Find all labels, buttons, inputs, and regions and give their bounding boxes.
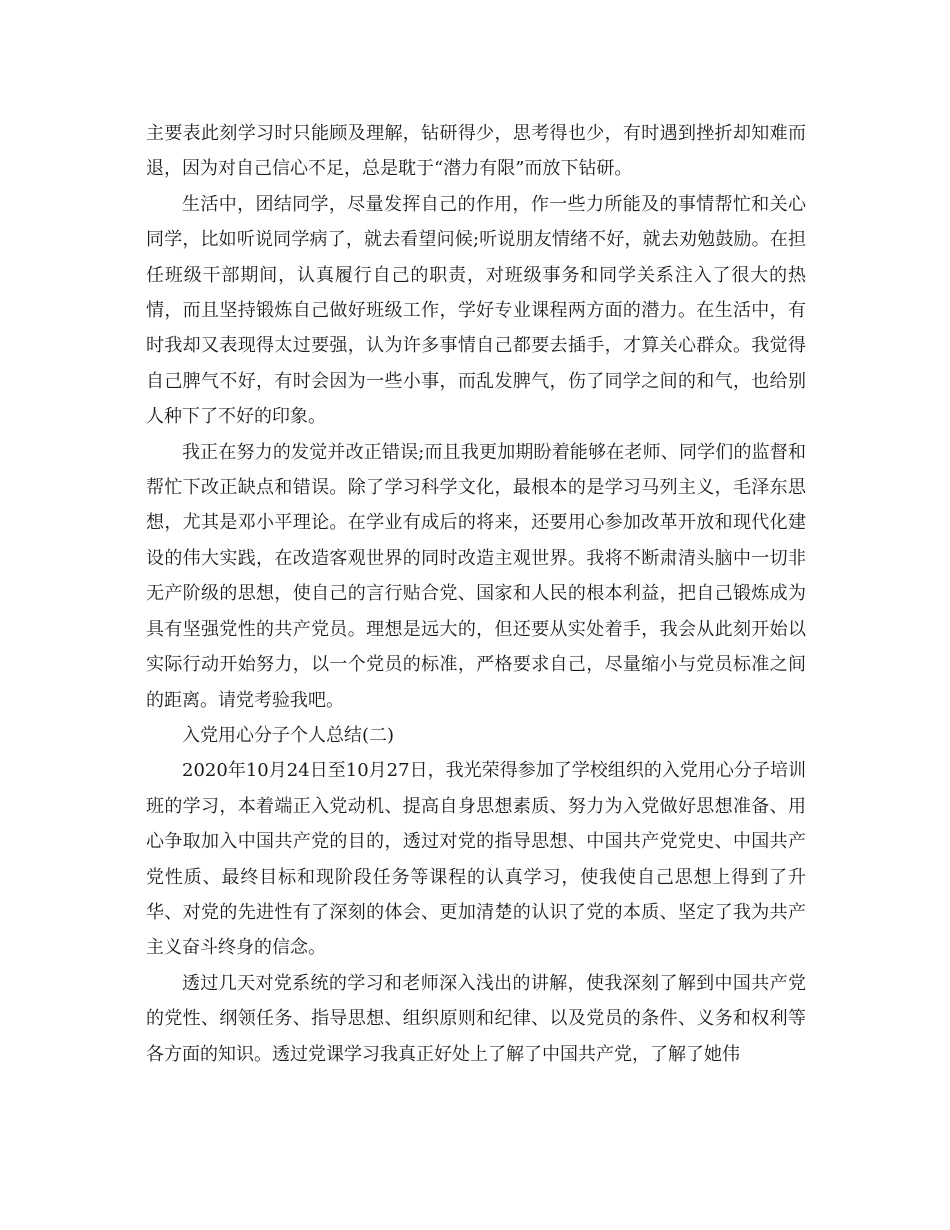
paragraph-life-conduct: 生活中，团结同学，尽量发挥自己的作用，作一些力所能及的事情帮忙和关心同学，比如听说同学病了，就去看望问候;听说朋友情绪不好，就去劝勉鼓励。在担任班级干部期间，认真履行自己的职责，对班级事务和同学关系注入了很大的热情，而且坚持锻炼自己做好班级工作，学好专业课程两方面的潜力。在生活中，有时我却又表现得太过要强，认为许多事情自己都要去插手，才算关心群众。我觉得自己脾气不好，有时会因为一些小事，而乱发脾气，伤了同学之间的和气，也给别人种下了不好的印象。	[146, 193, 806, 428]
section-heading: 入党用心分子个人总结(二)	[182, 724, 395, 746]
paragraph-party-learning: 透过几天对党系统的学习和老师深入浅出的讲解，使我深刻了解到中国共产党的党性、纲领任务、指导思想、组织原则和纪律、以及党员的条件、义务和权利等各方面的知识。透过党课学习我真正好处上了解了中国共产党，了解了她伟	[146, 972, 806, 1065]
paragraph-study-attitude: 主要表此刻学习时只能顾及理解，钻研得少，思考得也少，有时遇到挫折却知难而退，因为对自己信心不足，总是耽于“潜力有限”而放下钻研。	[146, 123, 806, 180]
paragraph-training-summary: 2020年10月24日至10月27日，我光荣得参加了学校组织的入党用心分子培训班的学习，本着端正入党动机、提高自身思想素质、努力为入党做好思想准备、用心争取加入中国共产党的目的，透过对党的指导思想、中国共产党党史、中国共产党性质、最终目标和现阶段任务等课程的认真学习，使我使自己思想上得到了升华、对党的先进性有了深刻的体会、更加清楚的认识了党的本质、坚定了我为共产主义奋斗终身的信念。	[146, 760, 806, 959]
paragraph-self-improvement: 我正在努力的发觉并改正错误;而且我更加期盼着能够在老师、同学们的监督和帮忙下改正缺点和错误。除了学习科学文化，最根本的是学习马列主义，毛泽东思想，尤其是邓小平理论。在学业有成后的将来，还要用心参加改革开放和现代化建设的伟大实践，在改造客观世界的同时改造主观世界。我将不断肃清头脑中一切非无产阶级的思想，使自己的言行贴合党、国家和人民的根本利益，把自己锻炼成为具有坚强党性的共产党员。理想是远大的，但还要从实处着手，我会从此刻开始以实际行动开始努力，以一个党员的标准，严格要求自己，尽量缩小与党员标准之间的距离。请党考验我吧。	[146, 441, 806, 711]
document-body	[146, 116, 806, 1072]
